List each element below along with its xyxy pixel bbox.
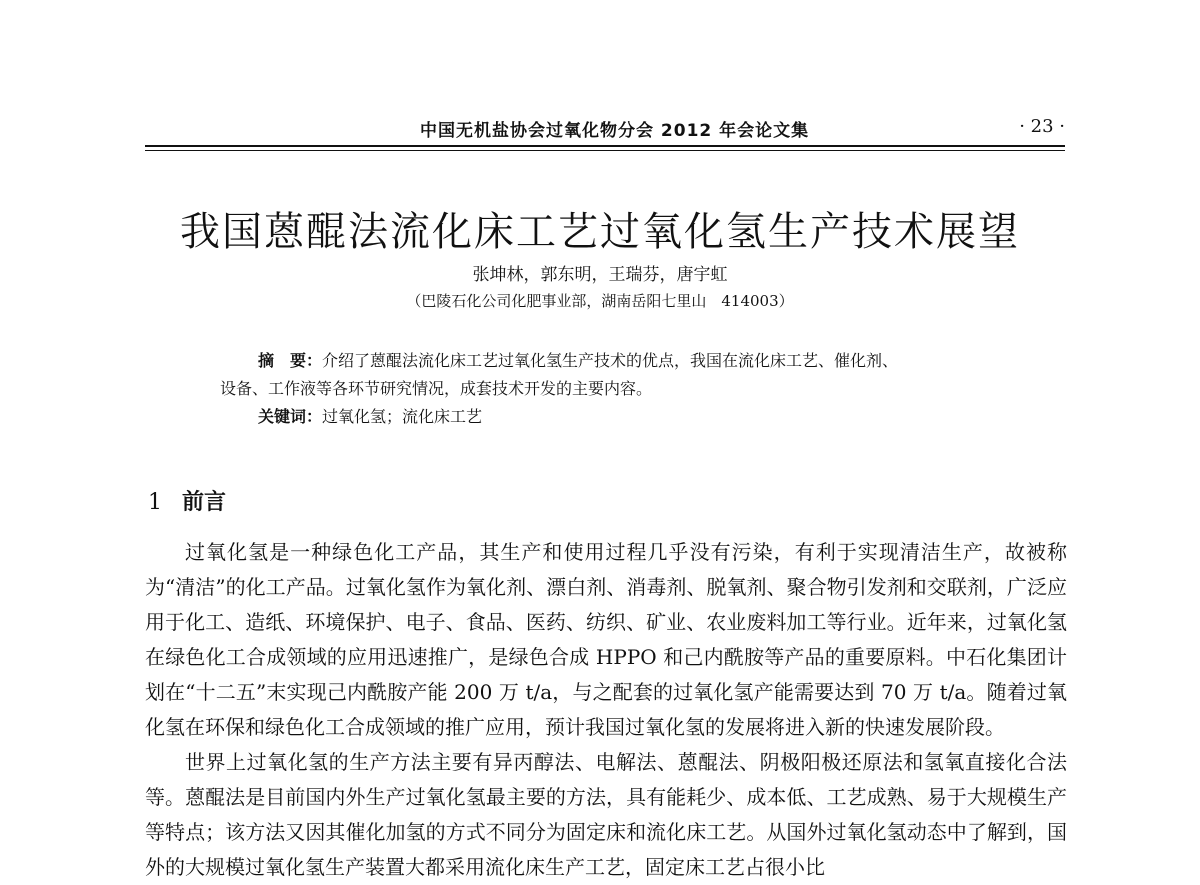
abstract-text-2: 设备、工作液等各环节研究情况，成套技术开发的主要内容。: [220, 379, 653, 398]
abstract-block: [220, 347, 1020, 431]
body-text: [145, 535, 1067, 885]
author-list: 张坤林，郭东明，王瑞芬，唐宇虹: [472, 265, 728, 285]
abstract-line-2: [220, 375, 1020, 403]
journal-title: 中国无机盐协会过氧化物分会 2012 年会论文集: [420, 121, 810, 141]
page-number: · 23 ·: [1019, 116, 1065, 137]
paper-title: 我国蒽醌法流化床工艺过氧化氢生产技术展望: [180, 209, 1020, 255]
abstract-label: 摘 要：: [258, 351, 323, 370]
abstract-text-1: 介绍了蒽醌法流化床工艺过氧化氢生产技术的优点，我国在流化床工艺、催化剂、: [322, 351, 899, 370]
header-rule-thick: [145, 145, 1065, 147]
keywords-text: 过氧化氢；流化床工艺: [322, 407, 483, 426]
affiliation: （巴陵石化公司化肥事业部，湖南岳阳七里山 414003）: [406, 292, 794, 310]
keywords-label: 关键词：: [258, 407, 323, 426]
header-rule-thin: [145, 150, 1065, 151]
section-number: 1: [148, 490, 162, 515]
section-heading: [148, 485, 226, 516]
paragraph: 世界上过氧化氢的生产方法主要有异丙醇法、电解法、蒽醌法、阴极阳极还原法和氢氧直接化合法等。蒽醌法是目前国内外生产过氧化氢最主要的方法，具有能耗少、成本低、工艺成熟、易于大规模生产等特点；该方法又因其催化加氢的方式不同分为固定床和流化床工艺。从国外过氧化氢动态中了解到，国外的大规模过氧化氢生产装置大都采用流化床生产工艺，固定床工艺占很小比: [145, 750, 1067, 879]
abstract-line-1: [220, 347, 1020, 375]
keywords-line: [220, 403, 1020, 431]
section-title: 前言: [182, 490, 227, 515]
running-header: [145, 112, 1065, 142]
paragraph: 过氧化氢是一种绿色化工产品，其生产和使用过程几乎没有污染，有利于实现清洁生产，故被称为“清洁”的化工产品。过氧化氢作为氧化剂、漂白剂、消毒剂、脱氧剂、聚合物引发剂和交联剂，广泛应用于化工、造纸、环境保护、电子、食品、医药、纺织、矿业、农业废料加工等行业。近年来，过氧化氢在绿色化工合成领域的应用迅速推广，是绿色合成 HPPO 和己内酰胺等产品的重要原料。中石化集团计划在“十二五”末实现己内酰胺产能 200 万 t/a，与之配套的过氧化氢产能需要达到 70 万 t/a。随着过氧化氢在环保和绿色化工合成领域的推广应用，预计我国过氧化氢的发展将进入新的快速发展阶段。: [145, 540, 1067, 739]
